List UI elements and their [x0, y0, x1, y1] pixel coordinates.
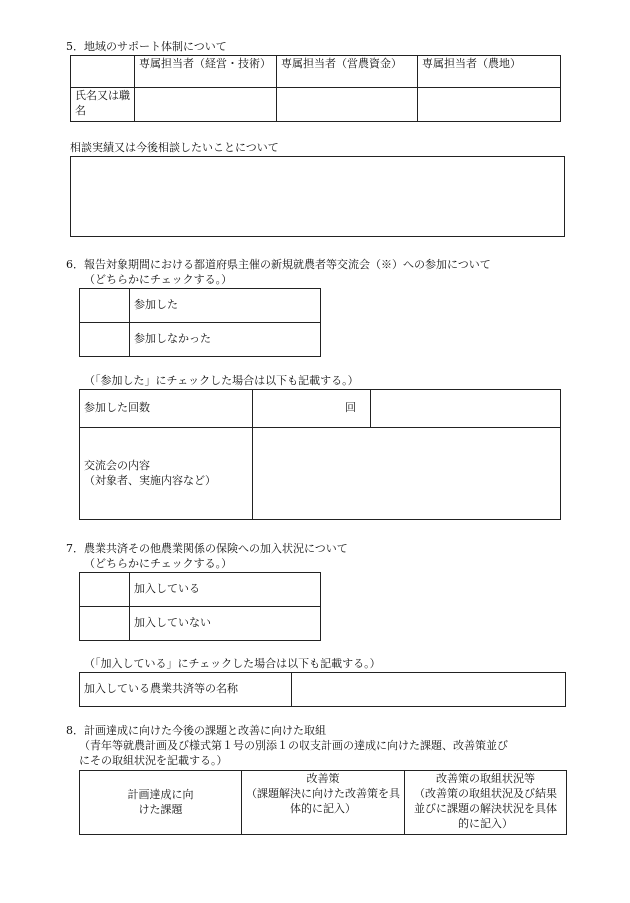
not-participated-checkbox[interactable]	[80, 323, 130, 357]
section8-desc-line2: にその取組状況を記載する。）	[79, 754, 228, 767]
section6-note: （「参加した」にチェックした場合は以下も記載する。）	[84, 374, 359, 387]
issues-col-issue	[80, 771, 242, 835]
exchange-content-label-main: 交流会の内容	[84, 458, 150, 472]
section5-heading: 5．地域のサポート体制について	[66, 40, 227, 53]
section6-heading: 6．報告対象期間における都道府県主催の新規就農者等交流会（※）への参加について	[66, 258, 491, 271]
not-enrolled-label: 加入していない	[130, 607, 321, 641]
exchange-content-label-sub: （対象者、実施内容など）	[84, 473, 216, 487]
issues-col-status	[405, 771, 567, 835]
section8-heading: 8．計画達成に向けた今後の課題と改善に向けた取組	[66, 724, 326, 737]
support-table	[70, 55, 561, 122]
insurance-check-table	[79, 572, 321, 641]
issues-col-status-sub: （改善策の取組状況及び結果並びに課題の解決状況を具体的に記入）	[414, 786, 557, 830]
insurance-name-table	[79, 672, 566, 707]
issues-table	[79, 770, 567, 835]
support-name-farmland[interactable]	[418, 88, 561, 122]
support-col-funding: 専属担当者（営農資金）	[277, 56, 418, 88]
participation-check-table	[79, 288, 321, 357]
section7-note: （「加入している」にチェックした場合は以下も記載する。）	[84, 657, 381, 670]
section7-heading: 7．農業共済その他農業関係の保険への加入状況について	[66, 542, 348, 555]
exchange-count-unit: 回	[253, 390, 371, 428]
issues-col-issue-text: 計画達成に向けた課題	[127, 787, 194, 816]
not-participated-label: 参加しなかった	[130, 323, 321, 357]
support-name-funding[interactable]	[277, 88, 418, 122]
not-enrolled-checkbox[interactable]	[80, 607, 130, 641]
participated-label: 参加した	[130, 289, 321, 323]
participated-checkbox[interactable]	[80, 289, 130, 323]
support-col-management: 専属担当者（経営・技術）	[135, 56, 277, 88]
enrolled-label: 加入している	[130, 573, 321, 607]
consult-textarea[interactable]	[70, 156, 565, 237]
enrolled-checkbox[interactable]	[80, 573, 130, 607]
exchange-count-extra[interactable]	[371, 390, 561, 428]
insurance-name-label: 加入している農業共済等の名称	[80, 673, 292, 707]
consult-label: 相談実績又は今後相談したいことについて	[70, 141, 279, 154]
section6-instruction: （どちらかにチェックする。）	[84, 273, 233, 286]
exchange-content-label	[80, 428, 253, 520]
support-row-label: 氏名又は職名	[71, 88, 135, 122]
support-empty-header	[71, 56, 135, 88]
support-name-management[interactable]	[135, 88, 277, 122]
issues-col-status-title: 改善策の取組状況等	[436, 772, 535, 785]
issues-col-measure	[242, 771, 405, 835]
exchange-detail-table	[79, 389, 561, 520]
issues-col-measure-title: 改善策	[306, 772, 340, 785]
section7-instruction: （どちらかにチェックする。）	[84, 557, 233, 570]
support-col-farmland: 専属担当者（農地）	[418, 56, 561, 88]
section8-desc-line1: （青年等就農計画及び様式第１号の別添１の収支計画の達成に向けた課題、改善策並び	[79, 739, 508, 752]
exchange-count-label: 参加した回数	[80, 390, 253, 428]
insurance-name-input[interactable]	[292, 673, 566, 707]
exchange-content-input[interactable]	[253, 428, 561, 520]
issues-col-measure-sub: （課題解決に向けた改善策を具体的に記入）	[246, 786, 400, 815]
